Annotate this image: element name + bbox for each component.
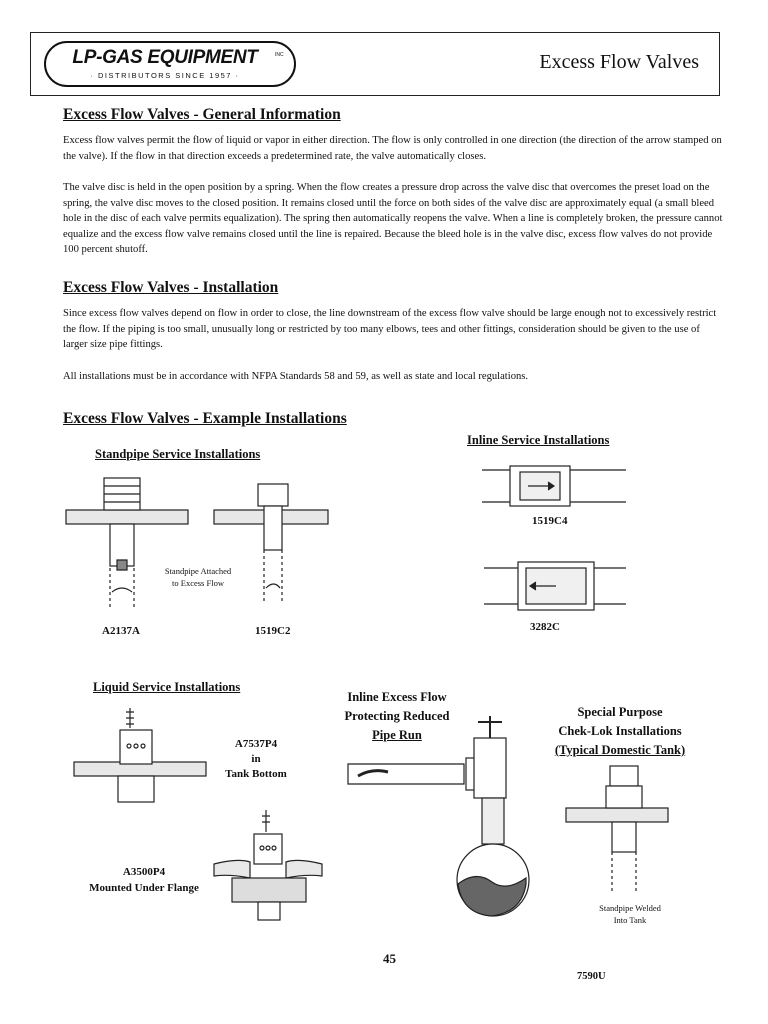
a7537p4-in: in bbox=[251, 753, 261, 765]
inline-3282c-diagram bbox=[484, 562, 626, 610]
inline-1519c4-diagram bbox=[482, 466, 626, 506]
page-number: 45 bbox=[383, 951, 396, 966]
standpipe-note-line-1: Standpipe Attached bbox=[164, 566, 232, 576]
general-paragraph-2: The valve disc is held in the open position by a spring. When the flow creates a pressure drop across the valve disc that overcomes the preset load on the spring, the valve disc moves to the closed position. It remains closed until the force on both sides of the valve disc are approximately equal (a small bleed hole in the disc of each valve permits equalization). The spring then automatically reopens the valve. When a line is completely broken, the pressure cannot equalize and the excess flow valve remains closed until the line is repaired. Because the bleed hole is in the valve disc, excess flow valves do not provide 100 percent shutoff. bbox=[63, 182, 723, 255]
liquid-service-title: Liquid Service Installations bbox=[93, 680, 241, 694]
logo-tagline: · DISTRIBUTORS SINCE 1957 · bbox=[90, 71, 240, 80]
model-label-a2137a: A2137A bbox=[102, 625, 140, 637]
installation-paragraph-2: All installations must be in accordance with NFPA Standards 58 and 59, as well as state and local regulations. bbox=[63, 371, 529, 382]
liquid-a7537p4-diagram bbox=[74, 708, 206, 802]
a3500p4-location: Mounted Under Flange bbox=[89, 882, 199, 894]
inline-reduced-line-2: Protecting Reduced bbox=[344, 709, 450, 723]
standpipe-title: Standpipe Service Installations bbox=[95, 447, 261, 461]
special-purpose-caption bbox=[535, 703, 705, 760]
examples-heading: Excess Flow Valves - Example Installations bbox=[63, 410, 347, 427]
standpipe-note bbox=[148, 565, 248, 589]
model-label-3282c: 3282C bbox=[530, 621, 560, 633]
document-code: 7590U bbox=[577, 971, 606, 982]
logo-inc: INC bbox=[275, 52, 284, 58]
special-line-1: Special Purpose bbox=[577, 705, 663, 719]
inline-reduced-caption bbox=[322, 688, 472, 745]
welded-line-2: Into Tank bbox=[613, 915, 647, 925]
inline-service-title: Inline Service Installations bbox=[467, 433, 610, 447]
installation-heading: Excess Flow Valves - Installation bbox=[63, 279, 279, 296]
standpipe-note-line-2: to Excess Flow bbox=[172, 578, 224, 588]
logo-name: LP-GAS EQUIPMENT bbox=[72, 47, 258, 68]
a3500p4-caption bbox=[74, 864, 214, 896]
installation-paragraph-1: Since excess flow valves depend on flow in order to close, the line downstream of the excess flow valve should be large enough not to excessively restrict the flow. If the piping is too small, unusually long or restricted by too many elbows, tees and other fittings, consideration should be given to the use of larger size pipe fittings. bbox=[63, 308, 717, 350]
a7537p4-location: Tank Bottom bbox=[225, 768, 287, 780]
welded-line-1: Standpipe Welded bbox=[599, 903, 661, 913]
a7537p4-caption bbox=[212, 737, 300, 782]
inline-reduced-line-3: Pipe Run bbox=[372, 728, 422, 742]
general-paragraph-1: Excess flow valves permit the flow of liquid or vapor in either direction. The flow is only controlled in one direction (the direction of the arrow stamped on the valve). If the flow in that direction exceeds a predetermined rate, the valve automatically closes. bbox=[63, 135, 722, 162]
special-purpose-diagram bbox=[566, 766, 668, 892]
special-line-2: Chek-Lok Installations bbox=[558, 724, 682, 738]
inline-reduced-pipe-diagram bbox=[348, 716, 529, 916]
model-label-a7537p4: A7537P4 bbox=[234, 738, 278, 750]
model-label-1519c4: 1519C4 bbox=[532, 515, 568, 527]
welded-note bbox=[580, 902, 680, 926]
page-title: Excess Flow Valves bbox=[539, 51, 699, 73]
general-heading: Excess Flow Valves - General Information bbox=[63, 106, 341, 123]
model-label-a3500p4: A3500P4 bbox=[122, 866, 166, 878]
inline-reduced-line-1: Inline Excess Flow bbox=[347, 690, 447, 704]
special-line-3: (Typical Domestic Tank) bbox=[554, 743, 686, 757]
liquid-a3500p4-diagram bbox=[214, 810, 322, 920]
model-label-1519c2: 1519C2 bbox=[255, 625, 291, 637]
